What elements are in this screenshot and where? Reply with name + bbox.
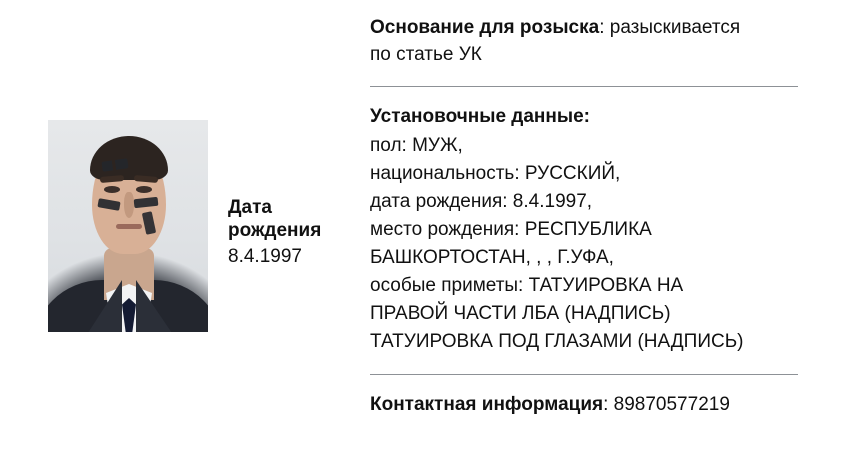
photo-mouth bbox=[116, 224, 142, 229]
divider-top bbox=[370, 86, 798, 87]
portrait-photo-image bbox=[48, 120, 208, 332]
details-line: пол: МУЖ, bbox=[370, 135, 463, 156]
portrait-photo bbox=[48, 120, 208, 332]
date-of-birth-value: 8.4.1997 bbox=[228, 246, 302, 267]
details-line: дата рождения: 8.4.1997, bbox=[370, 191, 593, 212]
details-line: место рождения: РЕСПУБЛИКА bbox=[370, 219, 652, 240]
reason-value-line1: разыскивается bbox=[609, 17, 741, 38]
date-of-birth-block bbox=[228, 196, 358, 270]
reason-separator: : bbox=[599, 17, 610, 38]
contact-separator: : bbox=[603, 394, 614, 415]
left-column bbox=[0, 0, 370, 455]
photo-hair bbox=[90, 136, 168, 180]
details-line: национальность: РУССКИЙ, bbox=[370, 163, 621, 184]
contact-label: Контактная информация bbox=[370, 394, 604, 415]
details-heading: Установочные данные: bbox=[370, 106, 590, 127]
right-column bbox=[370, 0, 850, 455]
photo-eye-left bbox=[104, 186, 120, 193]
photo-eye-right bbox=[136, 186, 152, 193]
photo-nose bbox=[124, 192, 134, 218]
contact-information bbox=[370, 391, 798, 419]
reason-section bbox=[370, 14, 798, 68]
reason-line-1 bbox=[370, 14, 798, 41]
details-line: БАШКОРТОСТАН, , , Г.УФА, bbox=[370, 247, 614, 268]
details-line: ПРАВОЙ ЧАСТИ ЛБА (НАДПИСЬ) bbox=[370, 303, 671, 324]
details-line: особые приметы: ТАТУИРОВКА НА bbox=[370, 275, 684, 296]
details-section bbox=[370, 103, 798, 356]
reason-line-2: по статье УК bbox=[370, 44, 482, 65]
date-of-birth-label-line2: рождения bbox=[228, 220, 322, 241]
divider-bottom bbox=[370, 374, 798, 375]
date-of-birth-label bbox=[228, 196, 358, 242]
reason-label: Основание для розыска bbox=[370, 17, 600, 38]
date-of-birth-label-line1: Дата bbox=[228, 197, 272, 218]
contact-phone-number: 89870577219 bbox=[613, 394, 730, 415]
details-line: ТАТУИРОВКА ПОД ГЛАЗАМИ (НАДПИСЬ) bbox=[370, 331, 744, 352]
